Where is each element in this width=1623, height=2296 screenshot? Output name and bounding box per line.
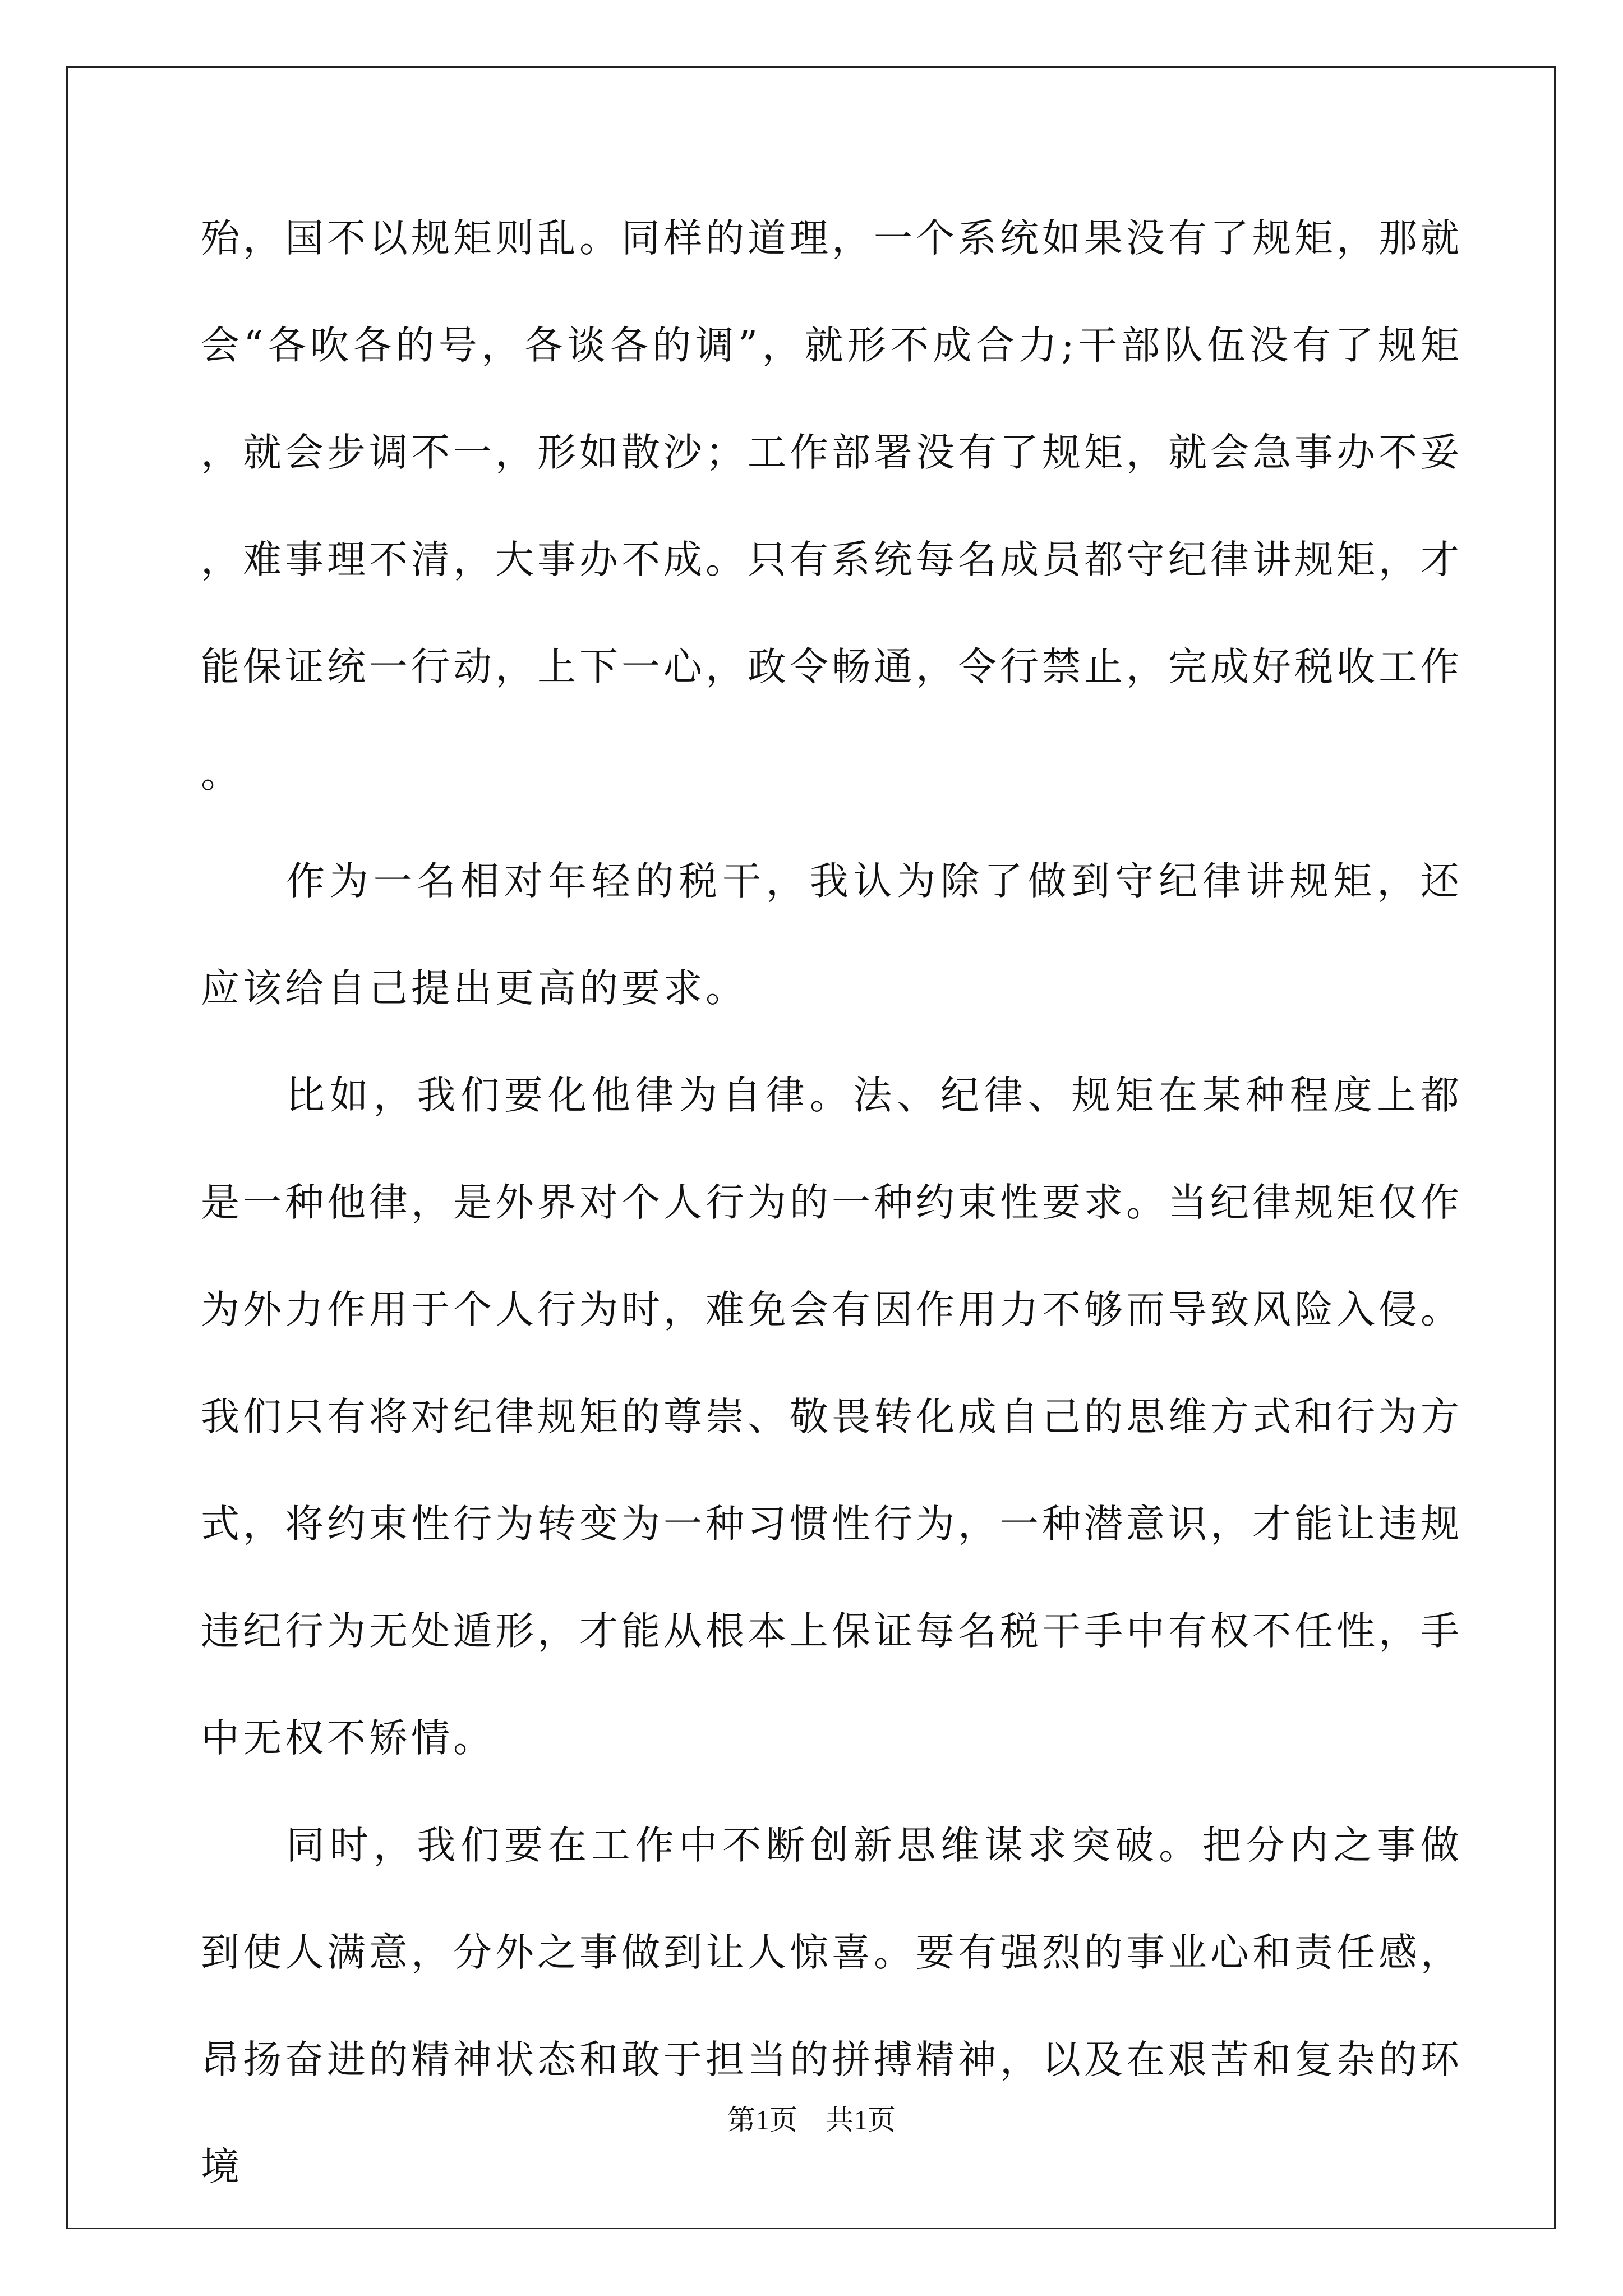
paragraph-3: 比如，我们要化他律为自律。法、纪律、规矩在某种程度上都是一种他律，是外界对个人行为的一种约束性要求。当纪律规矩仅作为外力作用于个人行为时，难免会有因作用力不够而导致风险入侵。我们只有将对纪律规矩的尊崇、敬畏转化成自己的思维方式和行为方式，将约束性行为转变为一种习惯性行为，一种潜意识，才能让违规违纪行为无处遁形，才能从根本上保证每名税干手中有权不任性，手中无权不矫情。 (201, 1073, 1463, 1761)
document-body (201, 185, 1463, 2221)
page-number-label: 第1页 共1页 (727, 2104, 896, 2136)
paragraph-4: 同时，我们要在工作中不断创新思维谋求突破。把分内之事做到使人满意，分外之事做到让人惊喜。要有强烈的事业心和责任感，昂扬奋进的精神状态和敢于担当的拼搏精神，以及在艰苦和复杂的环境 (201, 1823, 1463, 2189)
page-footer (0, 2103, 1623, 2137)
paragraph-2: 作为一名相对年轻的税干，我认为除了做到守纪律讲规矩，还应该给自己提出更高的要求。 (201, 859, 1463, 1011)
paragraph-1: 殆，国不以规矩则乱。同样的道理，一个系统如果没有了规矩，那就会“各吹各的号，各谈各的调”，就形不成合力;干部队伍没有了规矩，就会步调不一，形如散沙；工作部署没有了规矩，就会急事办不妥，难事理不清，大事办不成。只有系统每名成员都守纪律讲规矩，才能保证统一行动，上下一心，政令畅通，令行禁止，完成好税收工作。 (201, 216, 1463, 797)
